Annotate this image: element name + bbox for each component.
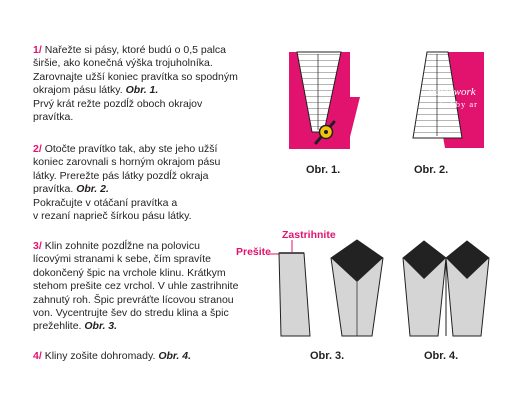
step-text: von. Vycentrujte šev do stredu klina a špic (33, 307, 229, 320)
step-text: širšie, ako konečná výška trojuholníka. (33, 57, 213, 70)
figure-1-label: Obr. 1. (306, 164, 341, 176)
step-text: prežehlite. (33, 320, 82, 333)
step-text: lícovými stranami k sebe, čím spravíte (33, 253, 211, 266)
sew-annotation: Prešite (236, 246, 272, 258)
figure-reference: Obr. 3. (84, 320, 118, 333)
step-text: Otočte pravítko tak, aby ste jeho užší (44, 143, 218, 155)
clip-annotation: Zastrihnite (282, 229, 336, 241)
figure-reference: Obr. 1. (125, 84, 159, 97)
step-text: stehom prešite cez vrchol. V uhle zastrihnite (33, 280, 239, 293)
step-text: v rezaní naprieč šírkou pásu látky. (33, 210, 192, 223)
figure-3-illustration (268, 240, 383, 336)
watermark-subtitle: hobby ar (440, 99, 478, 109)
step-text: Zarovnajte užší koniec pravítka so spodným (33, 70, 238, 83)
figure-4-illustration (403, 241, 489, 336)
step-number: 4/ (33, 350, 42, 362)
watermark-logo: Patchwork (428, 86, 476, 98)
step-text: Prvý krát režte pozdĺž oboch okrajov (33, 97, 203, 110)
step-text: látky. Prerežte pás látky pozdĺž okraja (33, 169, 209, 182)
figure-4-label: Obr. 4. (424, 350, 459, 362)
figure-reference: Obr. 4. (158, 350, 191, 362)
step-text: Klin zohnite pozdĺžne na polovicu (44, 240, 200, 252)
figure-2-label: Obr. 2. (414, 164, 449, 176)
folded-wedge (279, 253, 310, 336)
step-text: dokončený špic na vrchole klinu. Krátkym (33, 266, 226, 279)
step-number: 1/ (33, 44, 42, 56)
figure-3-label: Obr. 3. (310, 350, 345, 362)
step-text: Kliny zošite dohromady. (44, 350, 156, 362)
step-text: pravítka. (33, 183, 74, 196)
step-text: koniec zarovnali s horným okrajom pásu (33, 156, 221, 169)
step-number: 2/ (33, 143, 42, 155)
figure-1-illustration (289, 52, 360, 149)
step-text: Nařežte si pásy, ktoré budú o 0,5 palca (44, 44, 227, 56)
step-text: Pokračujte v otáčaní pravítka a (33, 196, 178, 209)
step-number: 3/ (33, 240, 42, 252)
rotary-cutter-hub (324, 130, 328, 134)
step-text: okrajom pásu látky. (33, 84, 123, 97)
step-text: zahnutý roh. Špic prevráťte lícovou stranou (33, 293, 234, 306)
step-text: pravítka. (33, 111, 74, 124)
figure-reference: Obr. 2. (76, 183, 109, 196)
